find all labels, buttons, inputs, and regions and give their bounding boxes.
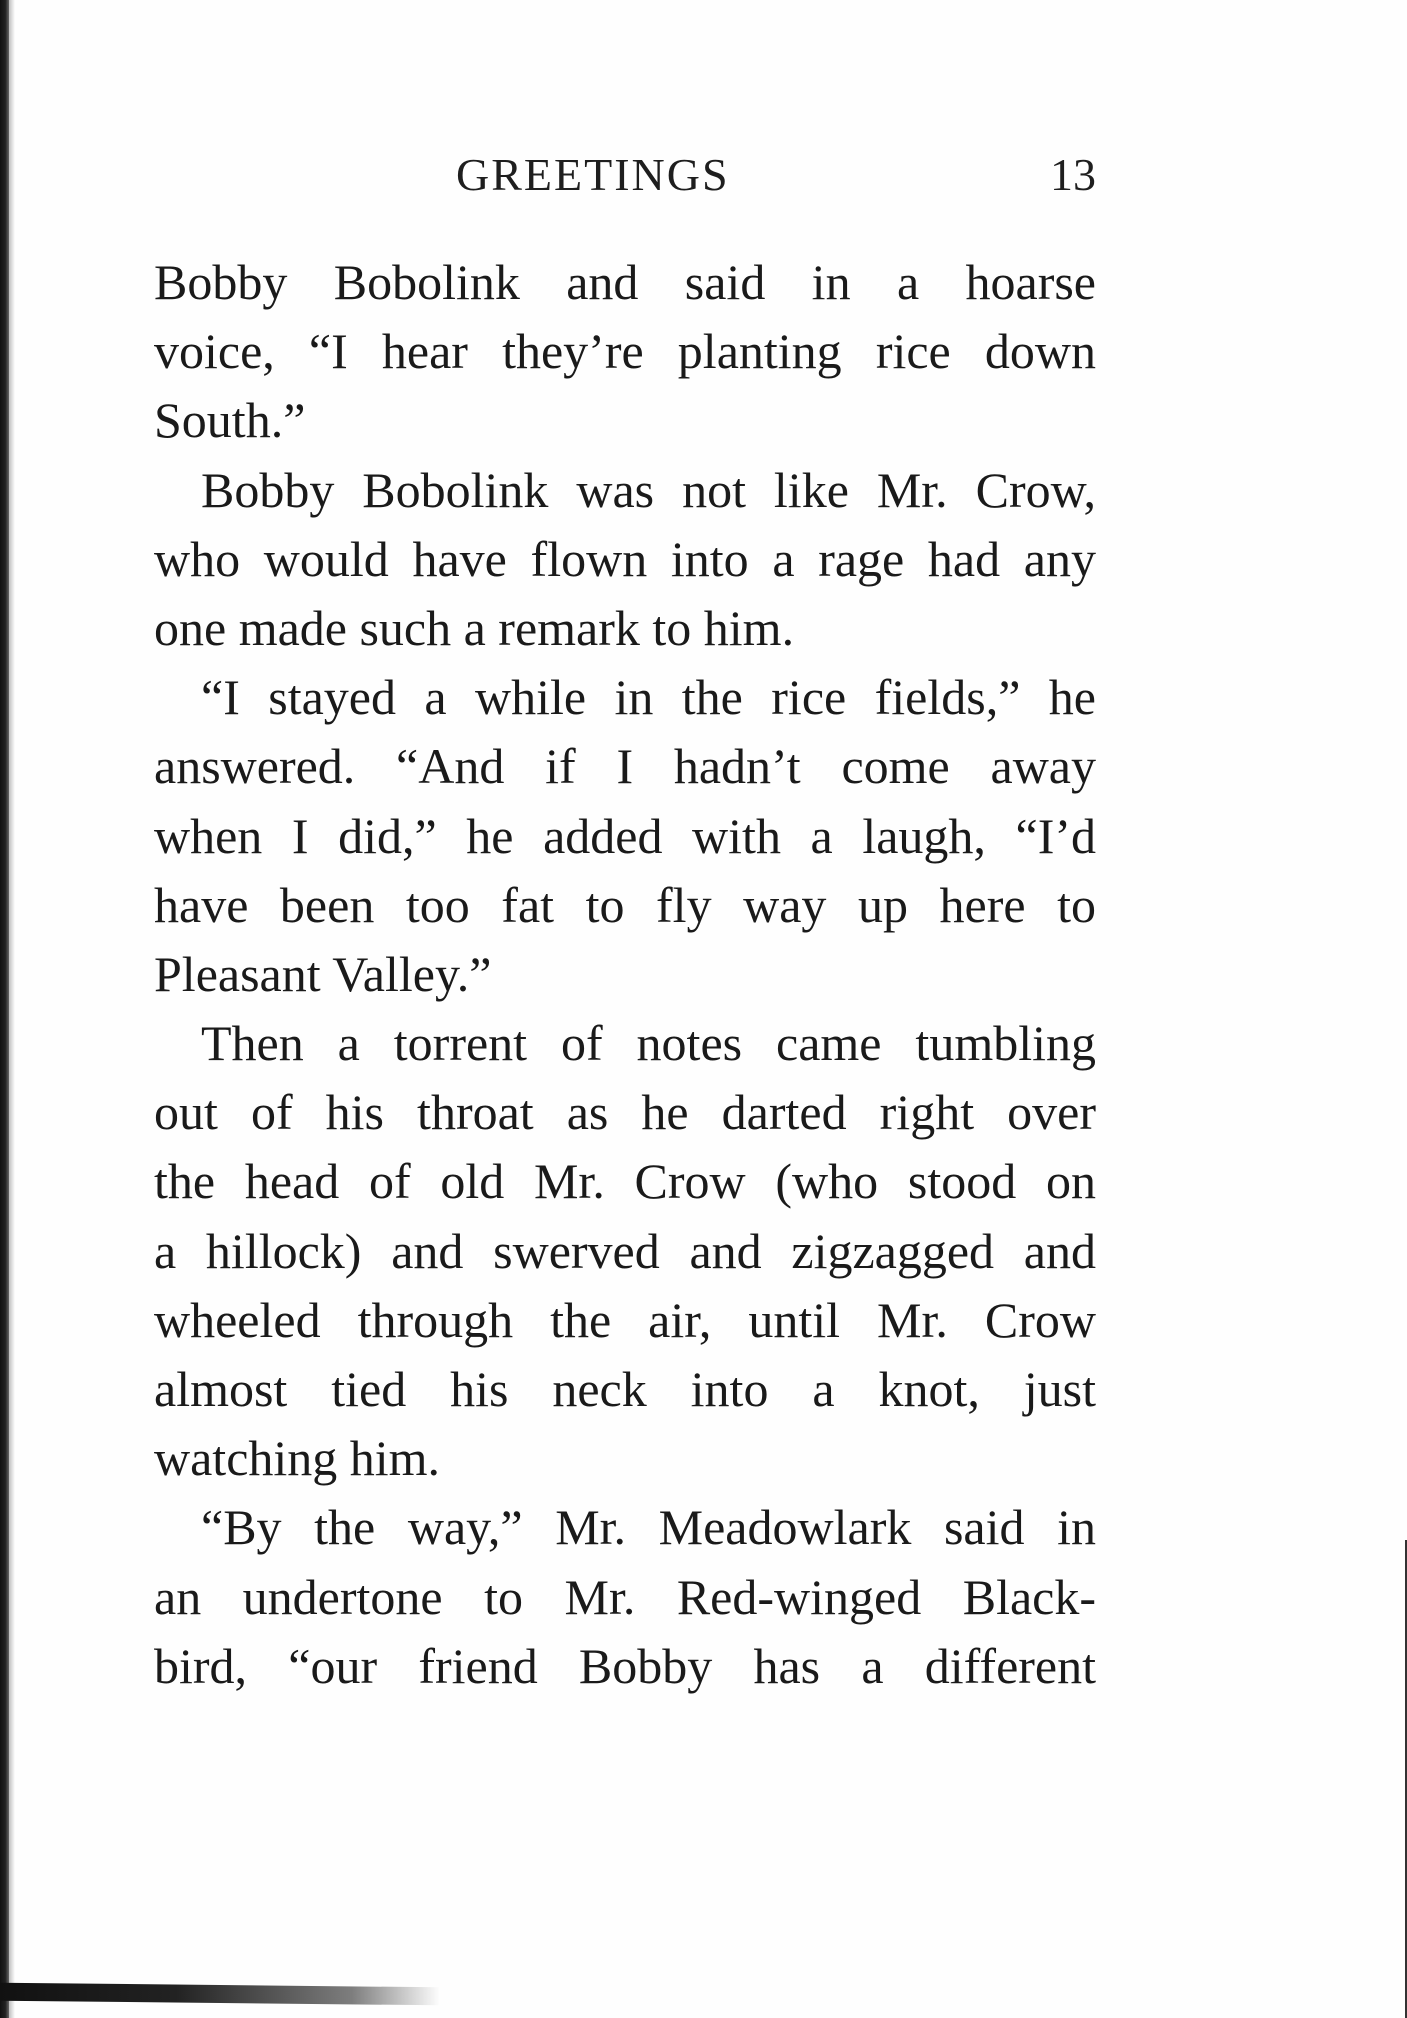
paragraph: [154, 1493, 1096, 1701]
text-line: bird, “our friend Bobby has a different: [154, 1637, 1096, 1694]
text-line: who would have flown into a rage had any: [154, 530, 1096, 587]
text-line: out of his throat as he darted right over: [154, 1084, 1096, 1141]
text-line: Then a torrent of notes came tumbling: [201, 1015, 1096, 1072]
text-line: Bobby Bobolink was not like Mr. Crow,: [201, 461, 1096, 518]
text-line: an undertone to Mr. Red-winged Black-: [154, 1568, 1096, 1625]
body-text: [154, 248, 1096, 1701]
text-line: answered. “And if I hadn’t come away: [154, 738, 1096, 795]
text-line: “By the way,” Mr. Meadowlark said in: [201, 1499, 1096, 1556]
text-line: wheeled through the air, until Mr. Crow: [154, 1291, 1096, 1348]
text-line: when I did,” he added with a laugh, “I’d: [154, 807, 1096, 864]
page-header: [156, 148, 1096, 208]
page-number: 13: [1050, 149, 1096, 200]
text-line: the head of old Mr. Crow (who stood on: [154, 1153, 1096, 1210]
paragraph: [154, 1009, 1096, 1493]
binding-shadow: [9, 0, 15, 2018]
paragraph: [154, 248, 1096, 456]
text-line: Bobby Bobolink and said in a hoarse: [154, 254, 1096, 310]
text-line: South.”: [154, 392, 306, 449]
binding-edge: [0, 0, 9, 2018]
text-line: one made such a remark to him.: [154, 599, 795, 656]
paragraph: [154, 456, 1096, 664]
scan-smudge: [0, 1983, 440, 2006]
text-line: have been too fat to fly way up here to: [154, 876, 1096, 933]
text-line: a hillock) and swerved and zigzagged and: [154, 1222, 1096, 1279]
paragraph: [154, 663, 1096, 1009]
text-line: almost tied his neck into a knot, just: [154, 1361, 1096, 1417]
text-line: “I stayed a while in the rice fields,” he: [201, 669, 1096, 726]
text-line: watching him.: [154, 1430, 441, 1487]
text-line: voice, “I hear they’re planting rice down: [154, 323, 1096, 380]
text-line: Pleasant Valley.”: [154, 945, 492, 1002]
running-head: GREETINGS: [456, 149, 730, 200]
